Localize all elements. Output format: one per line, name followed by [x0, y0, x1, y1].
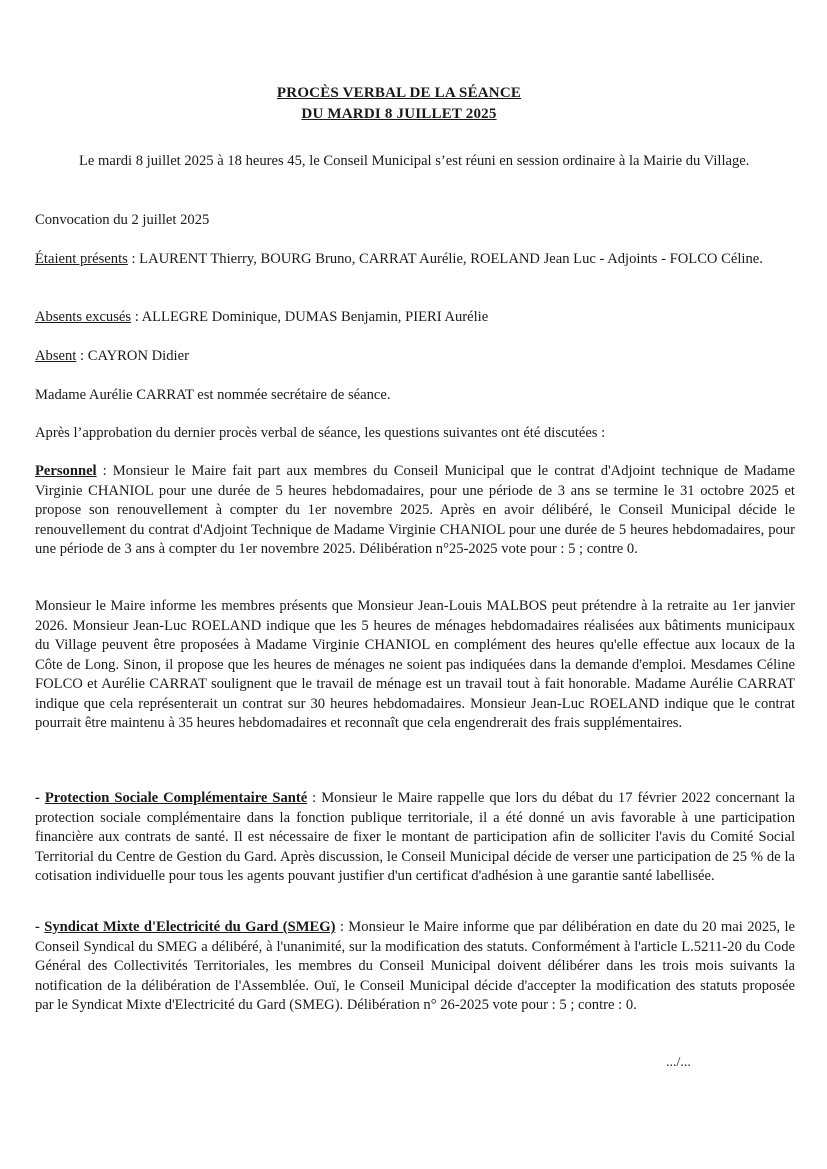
- approbation-line: Après l’approbation du dernier procès verbal de séance, les questions suivantes ont été discutées :: [35, 425, 606, 441]
- protection-paragraph: [35, 789, 795, 887]
- continuation-mark: .../...: [666, 1055, 691, 1070]
- excuses-label: Absents excusés: [35, 309, 132, 325]
- convocation-line: Convocation du 2 juillet 2025: [35, 212, 210, 228]
- page-title: PROCÈS VERBAL DE LA SÉANCE: [276, 85, 522, 101]
- absent-text: : CAYRON Didier: [76, 348, 189, 364]
- smeg-text: : Monsieur le Maire informe que par délibération en date du 20 mai 2025, le Conseil Syndical du SMEG a délibéré, à l'unanimité, sur la modification des statuts. Conformément à l'article L.5211-20 du Code Général des Collectivités Territoriales, les membres du Conseil Municipal doivent délibérer dans les trois mois suivants la notification de la délibération de l'Assemblée. Ouï, le Conseil Municipal décide d'accepter la modification des statuts proposée par le Syndicat Mixte d'Electricité du Gard (SMEG). Délibération n° 26-2025 vote pour : 5 ; contre : 0.: [35, 919, 795, 1013]
- personnel-paragraph: [35, 462, 795, 560]
- smeg-prefix: -: [35, 919, 45, 935]
- smeg-paragraph: [35, 918, 795, 1016]
- opening-paragraph: Le mardi 8 juillet 2025 à 18 heures 45, le Conseil Municipal s’est réuni en session ordinaire à la Mairie du Village.: [79, 153, 750, 169]
- personnel-text: : Monsieur le Maire fait part aux membres du Conseil Municipal que le contrat d'Adjoint technique de Madame Virginie CHANIOL pour une durée de 5 heures hebdomadaires, pour une période de 3 ans se termine le 31 octobre 2025 et propose son renouvellement à compter du 1er novembre 2025. Après en avoir délibéré, le Conseil Municipal décide le renouvellement du contrat d'Adjoint Technique de Madame Virginie CHANIOL pour une durée de 5 heures hebdomadaires, pour une période de 3 ans à compter du 1er novembre 2025. Délibération n°25-2025 vote pour : 5 ; contre 0.: [35, 463, 795, 557]
- absent-label: Absent: [35, 348, 77, 364]
- personnel-label: Personnel: [35, 463, 97, 479]
- malbos-paragraph: Monsieur le Maire informe les membres présents que Monsieur Jean-Louis MALBOS peut prétendre à la retraite au 1er janvier 2026. Monsieur Jean-Luc ROELAND indique que les 5 heures de ménages hebdomadaires réalisées aux bâtiments municipaux du Village peuvent être proposées à Madame Virginie CHANIOL en complément des heures qu'elle effectue aux locaux de la Côte de Long. Sinon, il propose que les heures de ménages ne soient pas indiquées dans la demande d'emploi. Mesdames Céline FOLCO et Aurélie CARRAT soulignent que le travail de ménage est un travail tout à fait honorable. Madame Aurélie CARRAT indique que cela représenterait un contrat sur 30 heures hebdomadaires. Monsieur Jean-Luc ROELAND indique que le contrat pourrait être maintenu à 35 heures hebdomadaires et reconnaît que cela engendrerait des frais supplémentaires.: [35, 598, 795, 731]
- presents-text: : LAURENT Thierry, BOURG Bruno, CARRAT Aurélie, ROELAND Jean Luc - Adjoints - FOLCO Céline.: [127, 251, 763, 267]
- excuses-paragraph: [35, 308, 795, 328]
- excuses-text: : ALLEGRE Dominique, DUMAS Benjamin, PIERI Aurélie: [131, 309, 489, 325]
- page-subtitle: DU MARDI 8 JUILLET 2025: [301, 106, 497, 122]
- presents-label: Étaient présents: [35, 251, 128, 267]
- smeg-label: Syndicat Mixte d'Electricité du Gard (SMEG): [44, 919, 336, 935]
- protection-label: Protection Sociale Complémentaire Santé: [44, 790, 308, 806]
- protection-prefix: -: [35, 790, 45, 806]
- protection-text: : Monsieur le Maire rappelle que lors du débat du 17 février 2022 concernant la protection sociale complémentaire dans la fonction publique territoriale, il a été donné un avis favorable à une participation financière aux contrats de santé. Il est nécessaire de fixer le montant de participation afin de solliciter l'avis du Comité Social Territorial du Centre de Gestion du Gard. Après discussion, le Conseil Municipal décide de verser une participation de 25 % de la cotisation individuelle pour tous les agents pouvant justifier d'un certificat d'adhésion à une garantie santé labellisée.: [35, 790, 795, 884]
- presents-paragraph: [35, 250, 795, 270]
- absent-paragraph: [35, 347, 795, 367]
- secretaire-line: Madame Aurélie CARRAT est nommée secrétaire de séance.: [35, 387, 391, 403]
